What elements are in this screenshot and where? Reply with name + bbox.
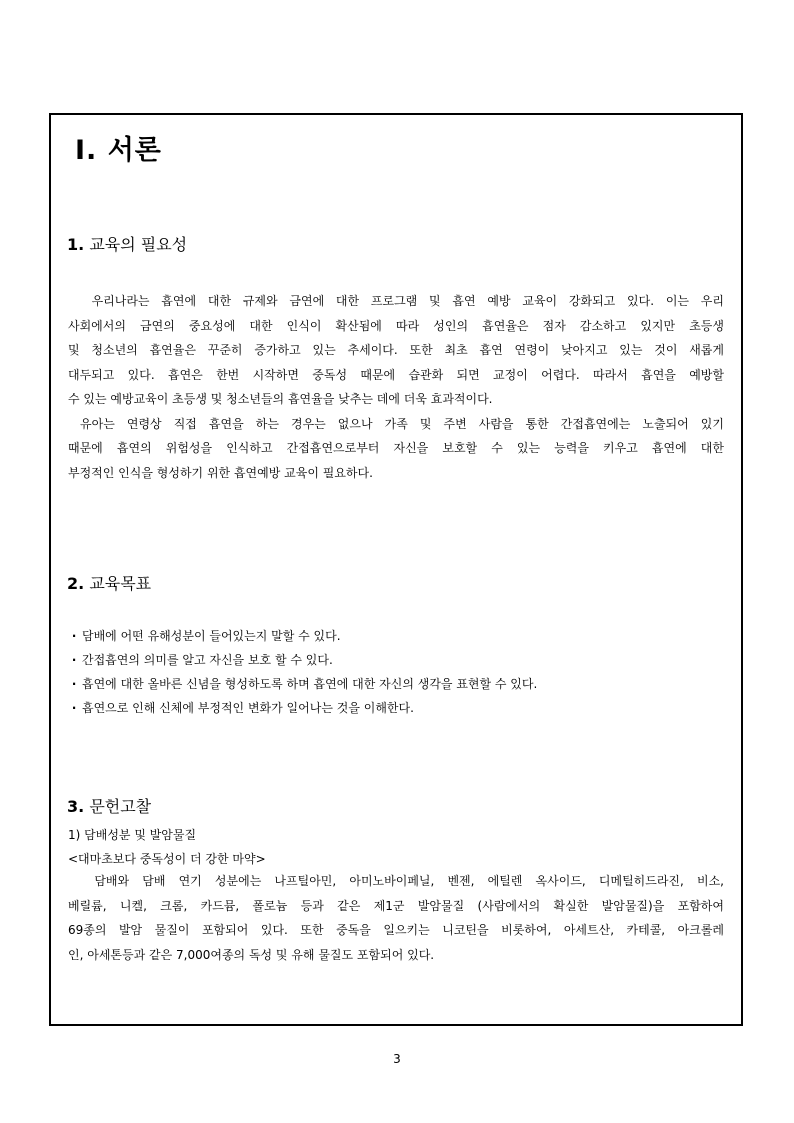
paragraph-line: 및 청소년의 흡연율은 꾸준히 증가하고 있는 추세이다. 또한 최초 흡연 연령이 낮아지고 있는 것이 새롭게	[68, 343, 724, 357]
paragraph-line: 때문에 흡연의 위험성을 인식하고 간접흡연으로부터 자신을 보호할 수 있는 능력을 키우고 흡연에 대한	[68, 441, 724, 455]
list-item	[72, 624, 537, 648]
section-2-number: 2.	[67, 574, 85, 593]
section-2-title: 교육목표	[89, 574, 152, 593]
bullet-mark: ‧	[72, 629, 77, 643]
paragraph-line: 우리나라는 흡연에 대한 규제와 금연에 대한 프로그램 및 흡연 예방 교육이 강화되고 있다. 이는 우리	[68, 294, 724, 308]
section-1-paragraph-1	[68, 289, 724, 485]
bullet-mark: ‧	[72, 653, 77, 667]
section-3-number: 3.	[67, 797, 85, 816]
list-item	[72, 672, 537, 696]
bullet-mark: ‧	[72, 701, 77, 715]
objective-text: 간접흡연의 의미를 알고 자신을 보호 할 수 있다.	[82, 653, 333, 667]
objective-text: 흡연으로 인해 신체에 부정적인 변화가 일어나는 것을 이해한다.	[82, 701, 414, 715]
section-3-title: 문헌고찰	[89, 797, 152, 816]
section-1-heading	[67, 232, 187, 255]
quote-line: <대마초보다 중독성이 더 강한 마약>	[68, 852, 266, 866]
paragraph-line: 69종의 발암 물질이 포함되어 있다. 또한 중독을 일으키는 니코틴을 비롯하여, 아세트산, 카테콜, 아크롤레	[68, 923, 724, 937]
section-2-heading	[67, 571, 151, 594]
paragraph-line: 베릴륨, 니켈, 크롬, 카드뮴, 폴로늄 등과 같은 제1군 발암물질 (사람에서의 확실한 발암물질)을 포함하여	[68, 898, 724, 913]
section-3-heading	[67, 794, 151, 817]
paragraph-line: 대두되고 있다. 흡연은 한번 시작하면 중독성 때문에 습관화 되면 교정이 어렵다. 따라서 흡연을 예방할	[68, 367, 724, 382]
section-3-paragraph	[68, 869, 724, 967]
paragraph-line: 담배와 담배 연기 성분에는 나프틸아민, 아미노바이페닐, 벤젠, 에틸렌 옥사이드, 디메틸히드라진, 비소,	[68, 874, 724, 888]
section-1-title: 교육의 필요성	[89, 235, 188, 254]
objective-text: 흡연에 대한 올바른 신념을 형성하도록 하며 흡연에 대한 자신의 생각을 표현할 수 있다.	[82, 677, 538, 691]
paragraph-line: 부정적인 인식을 형성하기 위한 흡연예방 교육이 필요하다.	[68, 465, 373, 480]
chapter-title: Ⅰ. 서론	[75, 135, 162, 166]
section-1-number: 1.	[67, 235, 85, 254]
page-number: 3	[393, 1052, 401, 1066]
list-item	[72, 696, 537, 720]
paragraph-line: 인, 아세톤등과 같은 7,000여종의 독성 및 유해 물질도 포함되어 있다.	[68, 947, 435, 962]
subheading: 1) 담배성분 및 발암물질	[68, 828, 197, 842]
list-item	[72, 648, 537, 672]
objectives-list	[72, 624, 537, 720]
paragraph-line: 수 있는 예방교육이 초등생 및 청소년들의 흡연율을 낮추는 데에 더욱 효과적이다.	[68, 392, 493, 406]
paragraph-line: 사회에서의 금연의 중요성에 대한 인식이 확산됨에 따라 성인의 흡연율은 점자 감소하고 있지만 초등생	[68, 318, 724, 333]
bullet-mark: ‧	[72, 677, 77, 691]
paragraph-line: 유아는 연령상 직접 흡연을 하는 경우는 없으나 가족 및 주변 사람을 통한 간접흡연에는 노출되어 있기	[68, 416, 724, 431]
objective-text: 담배에 어떤 유해성분이 들어있는지 말할 수 있다.	[82, 629, 341, 643]
